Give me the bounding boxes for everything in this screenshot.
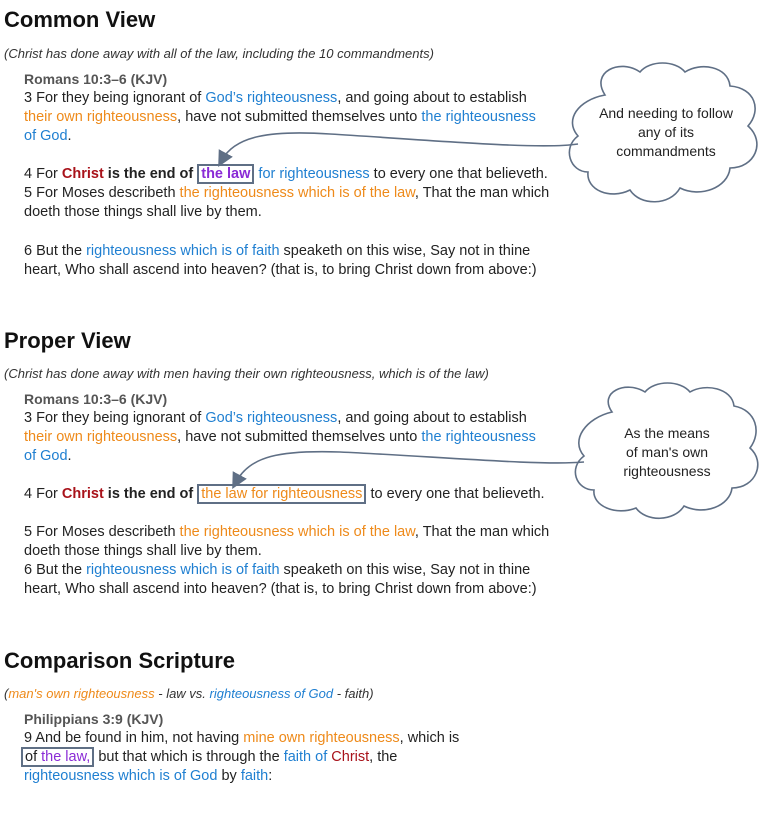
- their-own-righteousness: their own righteousness: [24, 429, 178, 445]
- text: As the means: [624, 425, 710, 441]
- gods-righteousness: God’s righteousness: [205, 410, 338, 426]
- the-law-boxed: the law: [197, 164, 254, 184]
- comparison-reference: Philippians 3:9 (KJV): [24, 711, 164, 727]
- common-callout-text: [586, 104, 746, 161]
- proper-v5-line2: doeth those things shall live by them.: [24, 543, 262, 559]
- text: Christ: [331, 749, 370, 765]
- righteousness-of-faith: righteousness which is of faith: [86, 243, 280, 259]
- text: of man's own: [625, 444, 709, 460]
- text: , have not submitted themselves unto: [177, 109, 422, 125]
- text: the law,: [41, 749, 91, 765]
- righteousness-of-faith: righteousness which is of faith: [86, 562, 280, 578]
- text: righteousness of God: [209, 686, 334, 701]
- text: faith of: [283, 749, 332, 765]
- common-view-reference: Romans 10:3–6 (KJV): [24, 71, 168, 87]
- text: is the end of: [103, 486, 198, 502]
- text: 9 And be found in him, not having: [24, 730, 244, 746]
- text: 3 For they being ignorant of: [24, 90, 206, 106]
- of-god: of God: [24, 448, 68, 464]
- text: any of its: [637, 124, 695, 140]
- proper-callout-arrow: [236, 452, 584, 482]
- christ: Christ: [61, 166, 104, 182]
- proper-view-subtitle: (Christ has done away with men having their own righteousness, which is of the law): [4, 366, 489, 381]
- text: but that which is through the: [94, 749, 284, 765]
- text: 5 For Moses describeth: [24, 524, 180, 540]
- text: 4 For: [24, 486, 62, 502]
- text: to every one that believeth.: [369, 166, 548, 182]
- text: 3 For they being ignorant of: [24, 410, 206, 426]
- text: righteousness: [623, 463, 711, 479]
- text: is the end of: [103, 166, 198, 182]
- common-view-subtitle: (Christ has done away with all of the law, including the 10 commandments): [4, 46, 434, 61]
- text: - faith): [333, 686, 374, 701]
- the-law-for-righteousness-boxed: the law for righteousness: [197, 484, 366, 504]
- text: 5 For Moses describeth: [24, 185, 180, 201]
- for-righteousness: for righteousness: [254, 166, 370, 182]
- text: .: [67, 448, 72, 464]
- text: by: [217, 768, 241, 784]
- text: speaketh on this wise, Say not in thine: [279, 562, 531, 578]
- text: faith: [240, 768, 269, 784]
- text: to every one that believeth.: [366, 486, 545, 502]
- common-v5-line2: doeth those things shall live by them.: [24, 204, 262, 220]
- text: speaketh on this wise, Say not in thine: [279, 243, 531, 259]
- common-v6-line2: heart, Who shall ascend into heaven? (that is, to bring Christ down from above:): [24, 262, 537, 278]
- comparison-heading: Comparison Scripture: [4, 648, 236, 673]
- text: , and going about to establish: [337, 90, 527, 106]
- text: 6 But the: [24, 243, 87, 259]
- common-callout-arrow: [222, 133, 578, 160]
- their-own-righteousness: their own righteousness: [24, 109, 178, 125]
- proper-callout-text: [592, 424, 742, 481]
- text: :: [268, 768, 273, 784]
- proper-view-heading: Proper View: [4, 328, 131, 353]
- text: of: [25, 749, 42, 765]
- text: , That the man which: [414, 524, 550, 540]
- righteousness-of-law: the righteousness which is of the law: [179, 185, 415, 201]
- text: , That the man which: [414, 185, 550, 201]
- the-righteousness: the righteousness: [421, 109, 536, 125]
- proper-v6-line2: heart, Who shall ascend into heaven? (that is, to bring Christ down from above:): [24, 581, 537, 597]
- text: , the: [369, 749, 398, 765]
- the-righteousness: the righteousness: [421, 429, 536, 445]
- text: .: [67, 128, 72, 144]
- text: man's own righteousness: [8, 686, 155, 701]
- text: - law vs.: [154, 686, 210, 701]
- text: 6 But the: [24, 562, 87, 578]
- mine-own-righteousness: mine own righteousness: [243, 730, 400, 746]
- common-view-heading: Common View: [4, 7, 156, 32]
- text: 4 For: [24, 166, 62, 182]
- christ: Christ: [61, 486, 104, 502]
- gods-righteousness: God’s righteousness: [205, 90, 338, 106]
- text: , and going about to establish: [337, 410, 527, 426]
- text: And needing to follow: [599, 105, 733, 121]
- text: commandments: [616, 143, 716, 159]
- text: (: [4, 686, 9, 701]
- proper-view-reference: Romans 10:3–6 (KJV): [24, 391, 168, 407]
- text: , have not submitted themselves unto: [177, 429, 422, 445]
- text: , which is: [399, 730, 460, 746]
- of-god: of God: [24, 128, 68, 144]
- righteousness-of-law: the righteousness which is of the law: [179, 524, 415, 540]
- text: righteousness which is of God: [24, 768, 218, 784]
